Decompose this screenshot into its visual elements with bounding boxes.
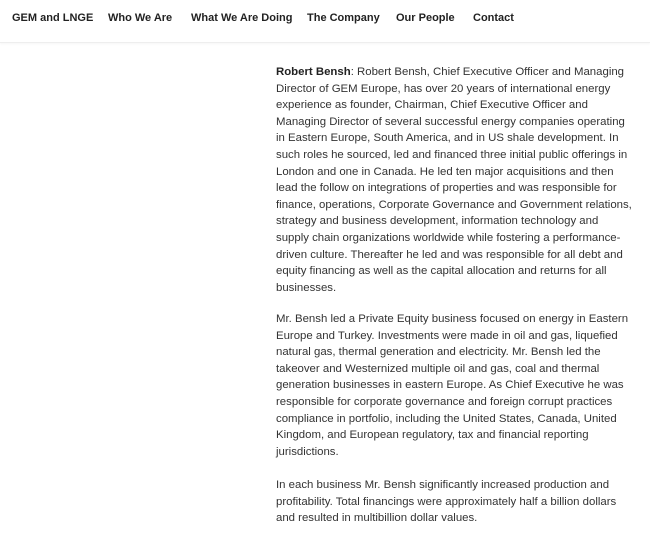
text-line: jurisdictions.: [276, 445, 339, 458]
text-line: Kingdom, and European regulatory, tax and financial reporting: [276, 429, 589, 442]
text-line: businesses.: [276, 281, 337, 294]
bio-name-colon: :: [350, 66, 358, 78]
text-line: driven culture. Thereafter he led and was responsible for all debt and: [276, 248, 623, 261]
bio-first-line: [276, 64, 636, 81]
text-line: equity financing as well as the capital allocation and returns for all: [276, 265, 607, 278]
top-navigation: [0, 0, 650, 43]
bio-paragraph-2: [276, 311, 636, 460]
text-line: takeover and Westernized multiple oil and gas, coal and thermal: [276, 362, 600, 375]
nav-item-who-we-are[interactable]: Who We Are: [108, 12, 173, 24]
text-line: and resulted in multibillion dollar values.: [276, 512, 478, 525]
text-line: in Eastern Europe, South America, and in US shale development. In: [276, 132, 619, 145]
text-line: such roles he sourced, led and financed three initial public offerings in: [276, 148, 628, 161]
nav-item-our-people[interactable]: Our People: [396, 12, 455, 24]
text-line: Managing Director of several successful energy companies operating: [276, 115, 625, 128]
nav-item-the-company[interactable]: The Company: [307, 12, 380, 24]
text-line: supply chain organizations worldwide while fostering a performance-: [276, 231, 621, 244]
text-line: finance, operations, Corporate Governance and Government relations,: [276, 198, 632, 211]
text-line: natural gas, thermal generation and electricity. Mr. Bensh led the: [276, 346, 601, 359]
text-line: London and one in Canada. He led ten major acquisitions and then: [276, 165, 614, 178]
text-line: responsible for corporate governance and foreign corrupt practices: [276, 395, 613, 408]
bio-name: Robert Bensh: [276, 66, 351, 78]
text-line: Robert Bensh, Chief Executive Officer and Managing: [357, 66, 625, 78]
text-line: strategy and business development, information technology and: [276, 215, 599, 228]
text-line: In each business Mr. Bensh significantly increased production and: [276, 479, 610, 491]
nav-item-contact[interactable]: Contact: [473, 12, 514, 24]
text-line: Mr. Bensh led a Private Equity business focused on energy in Eastern: [276, 313, 629, 325]
text-line: Europe and Turkey. Investments were made in oil and gas, liquefied: [276, 329, 618, 342]
text-line: profitability. Total financings were approximately half a billion dollars: [276, 495, 617, 508]
text-line: experience as founder, Chairman, Chief Executive Officer and: [276, 99, 588, 112]
bio-paragraph-3: [276, 477, 636, 527]
bio-paragraph-1: [276, 64, 636, 296]
nav-item-what-we-are-doing[interactable]: What We Are Doing: [191, 12, 293, 24]
text-line: generation businesses in eastern Europe. As Chief Executive he was: [276, 379, 624, 392]
text-line: Director of GEM Europe, has over 20 years of international energy: [276, 82, 611, 95]
text-line: lead the follow on integrations of properties and was responsible for: [276, 182, 617, 195]
text-line: compliance in portfolio, including the United States, Canada, United: [276, 412, 617, 425]
nav-item-gem-and-lnge[interactable]: GEM and LNGE: [12, 12, 94, 24]
